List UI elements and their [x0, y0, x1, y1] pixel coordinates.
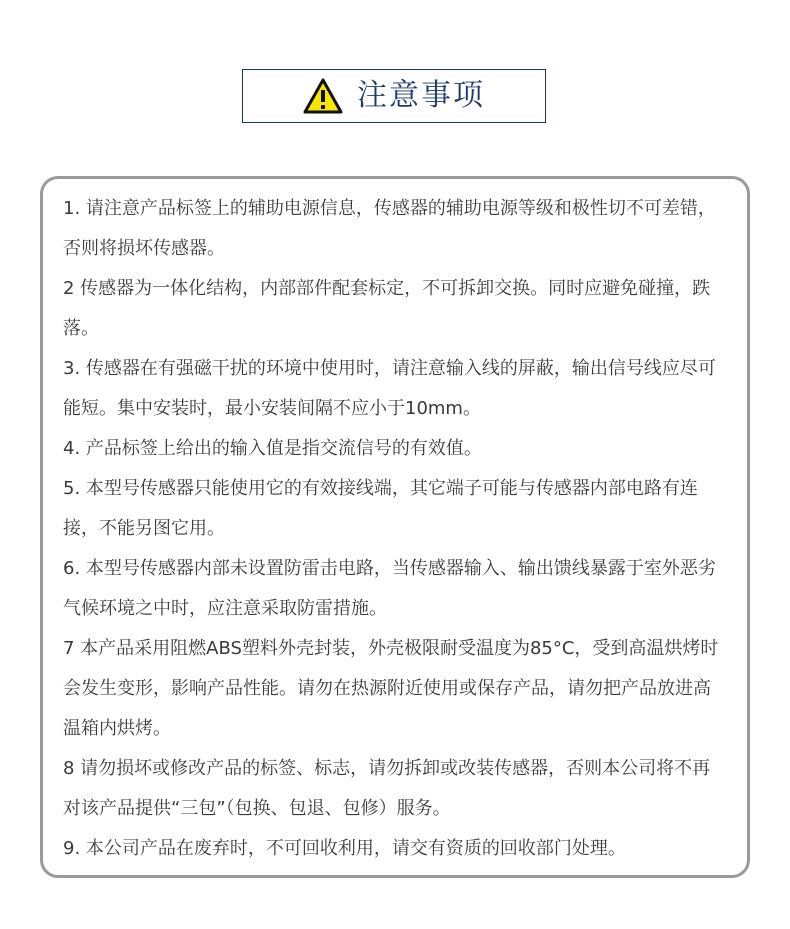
notice-item-5: 5. 本型号传感器只能使用它的有效接线端，其它端子可能与传感器内部电路有连接，不能另图它用。 [63, 478, 698, 539]
notice-item-1: 1. 请注意产品标签上的辅助电源信息，传感器的辅助电源等级和极性切不可差错，否则将损坏传感器。 [63, 198, 716, 259]
notice-item-3: 3. 传感器在有强磁干扰的环境中使用时，请注意输入线的屏蔽，输出信号线应尽可能短。集中安装时，最小安装间隔不应小于10mm。 [63, 358, 716, 419]
notice-item-7: 7 本产品采用阻燃ABS塑料外壳封装，外壳极限耐受温度为85°C，受到高温烘烤时会发生变形，影响产品性能。请勿在热源附近使用或保存产品，请勿把产品放进高温箱内烘烤。 [63, 638, 719, 739]
warning-triangle-icon [303, 78, 343, 114]
notice-item-2: 2 传感器为一体化结构，内部部件配套标定，不可拆卸交换。同时应避免碰撞，跌落。 [63, 278, 711, 339]
notice-item-4: 4. 产品标签上给出的输入值是指交流信号的有效值。 [63, 438, 482, 459]
notice-list [40, 176, 750, 878]
notice-item-9: 9. 本公司产品在废弃时，不可回收利用，请交有资质的回收部门处理。 [63, 838, 626, 859]
notice-item-6: 6. 本型号传感器内部未设置防雷击电路，当传感器输入、输出馈线暴露于室外恶劣气候环境之中时，应注意采取防雷措施。 [63, 558, 716, 619]
notice-item-8: 8 请勿损坏或修改产品的标签、标志，请勿拆卸或改装传感器，否则本公司将不再对该产品提供“三包”（包换、包退、包修）服务。 [63, 758, 711, 819]
page-title: 注意事项 [357, 78, 485, 113]
title-banner [242, 69, 546, 123]
